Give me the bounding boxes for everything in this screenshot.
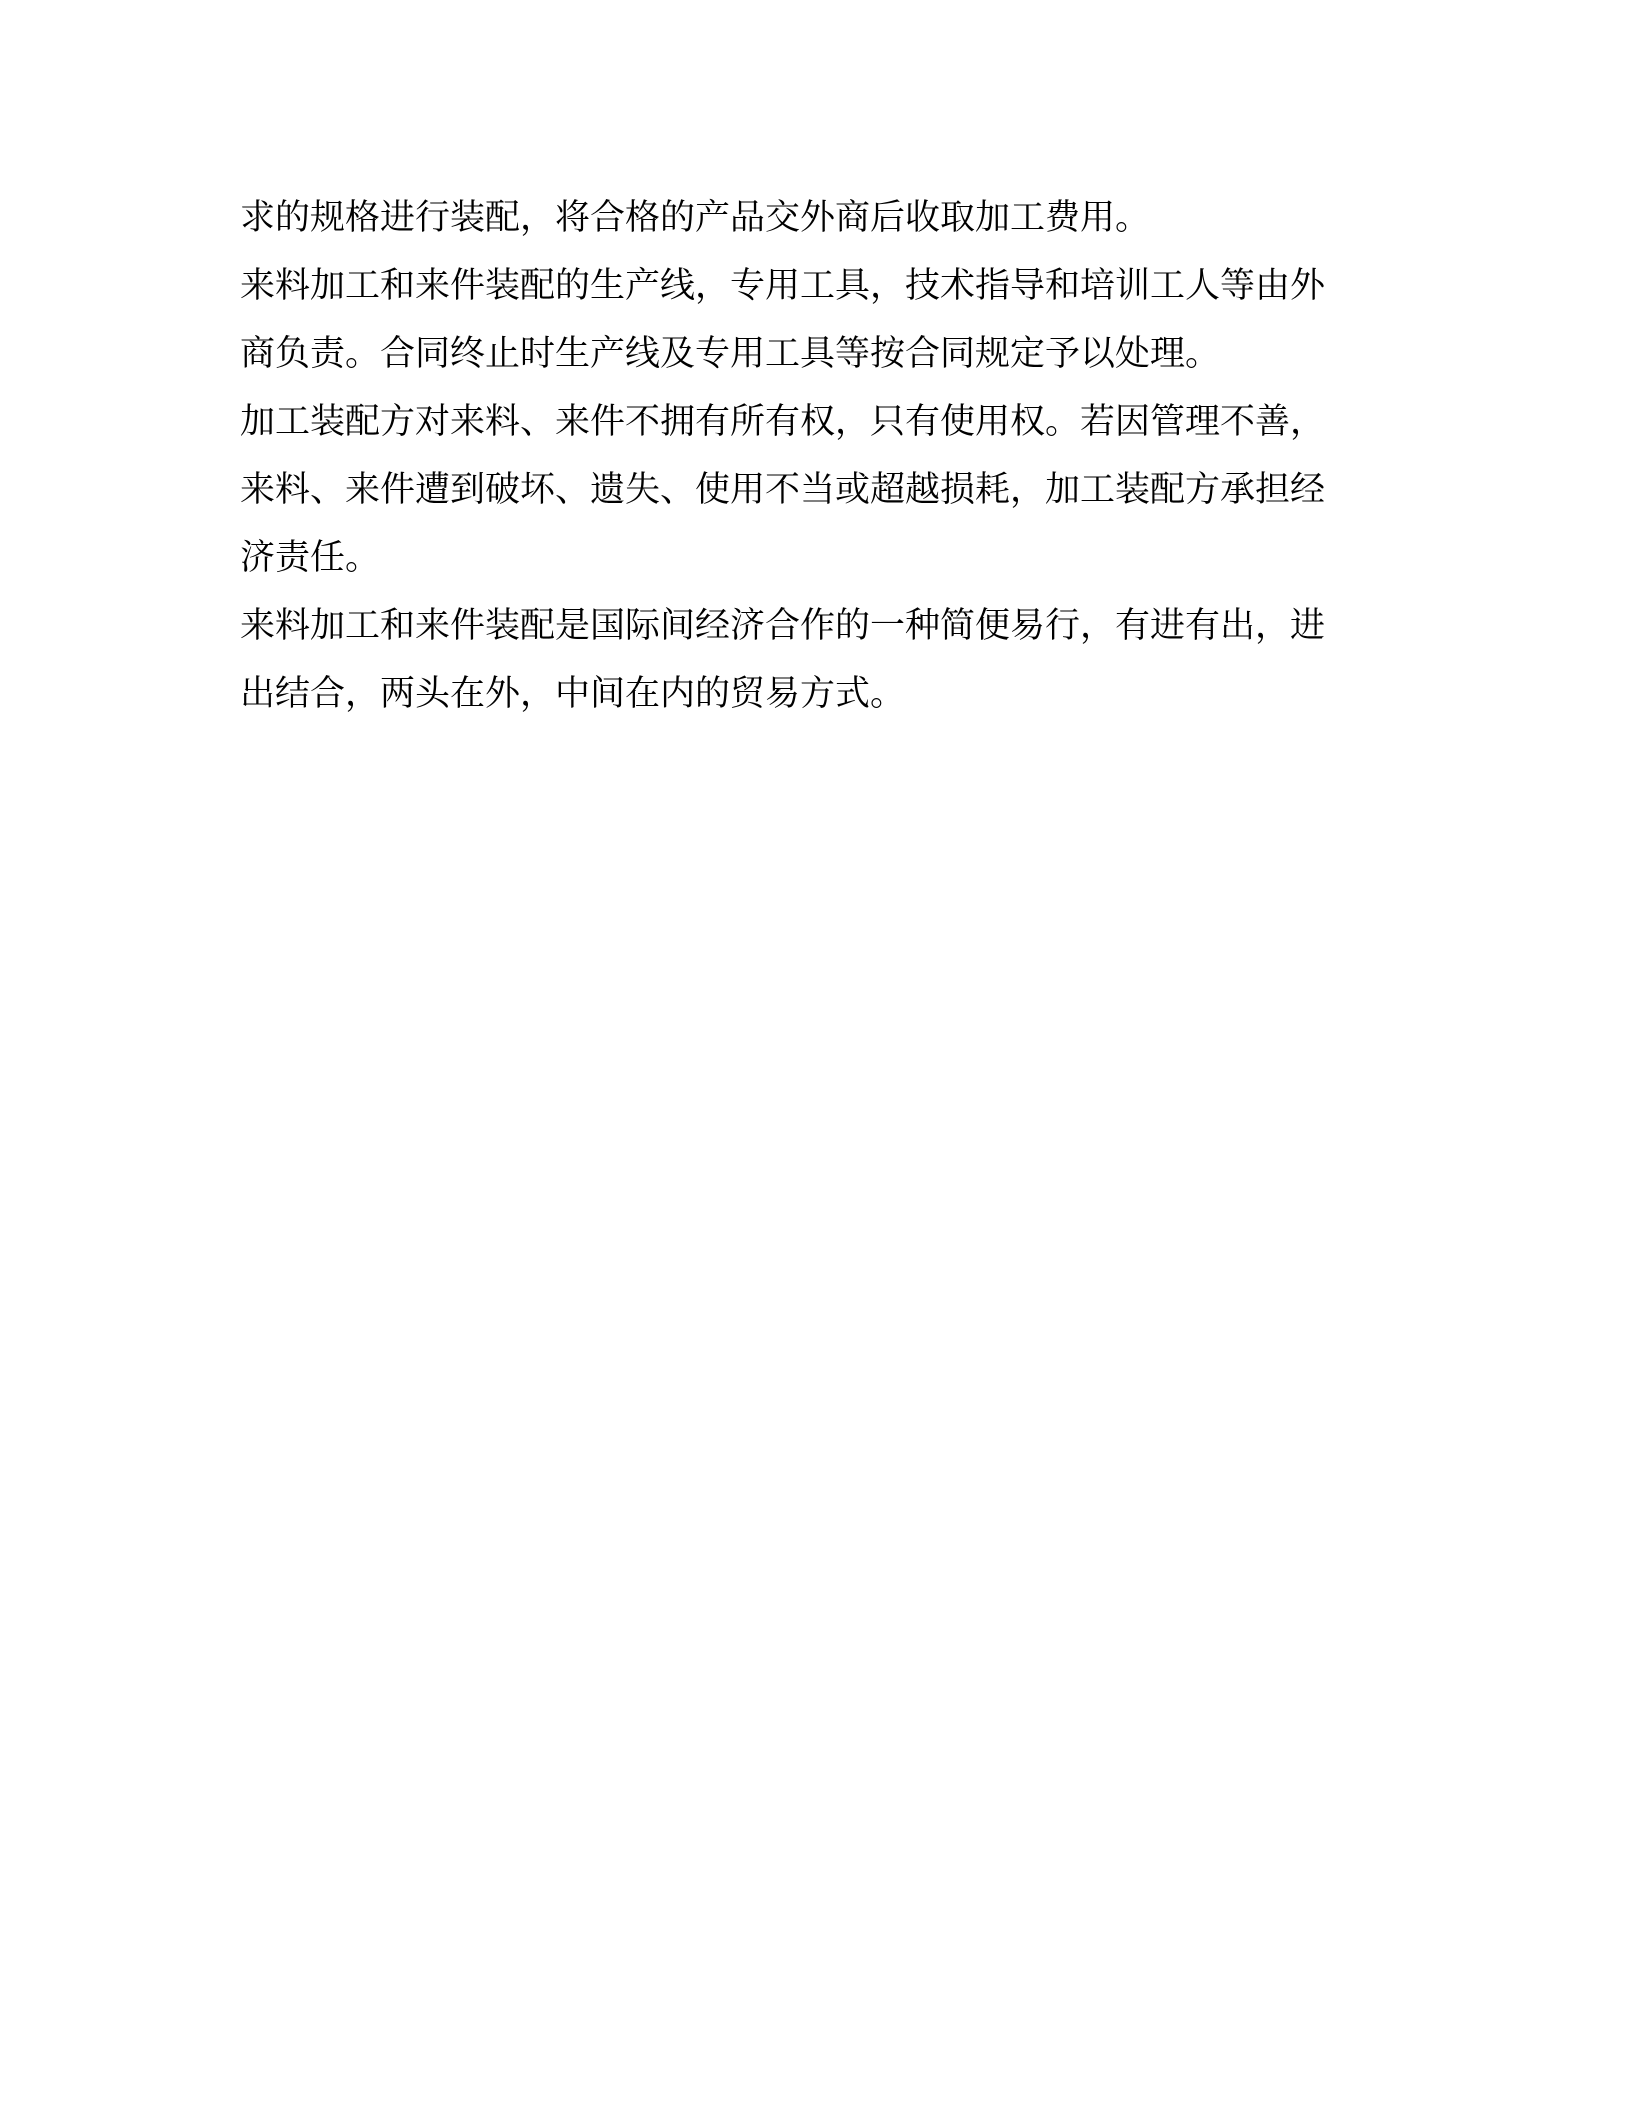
text-line: 加工装配方对来料、来件不拥有所有权，只有使用权。若因管理不善， <box>240 402 1326 442</box>
body-text <box>240 192 1390 736</box>
text-line: 来料加工和来件装配是国际间经济合作的一种简便易行，有进有出，进 <box>240 606 1326 646</box>
text-line: 出结合，两头在外，中间在内的贸易方式。 <box>240 674 906 714</box>
text-line: 求的规格进行装配，将合格的产品交外商后收取加工费用。 <box>240 198 1151 238</box>
text-line: 济责任。 <box>240 538 381 578</box>
text-line: 来料加工和来件装配的生产线，专用工具，技术指导和培训工人等由外 <box>240 266 1326 306</box>
text-line: 商负责。合同终止时生产线及专用工具等按合同规定予以处理。 <box>240 334 1221 374</box>
text-line: 来料、来件遭到破坏、遗失、使用不当或超越损耗，加工装配方承担经 <box>240 470 1326 510</box>
